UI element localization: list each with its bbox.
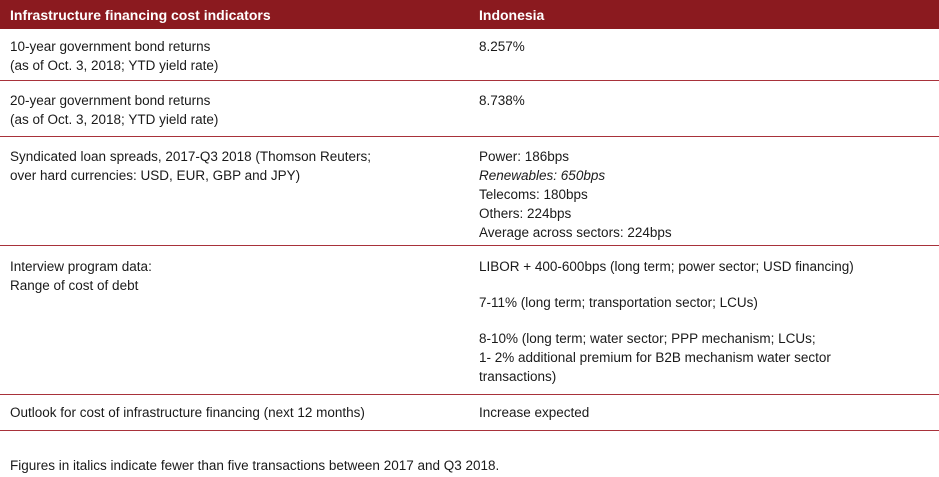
label-line: (as of Oct. 3, 2018; YTD yield rate) [10, 58, 219, 73]
row-label [10, 257, 450, 295]
table-row [0, 138, 939, 246]
label-line: 10-year government bond returns [10, 39, 211, 54]
row-value [479, 257, 929, 386]
row-label [10, 147, 450, 185]
value-line: 8.738% [479, 93, 525, 108]
footnote: Figures in italics indicate fewer than five transactions between 2017 and Q3 2018. [10, 458, 500, 473]
label-line: (as of Oct. 3, 2018; YTD yield rate) [10, 112, 219, 127]
value-line: LIBOR + 400-600bps (long term; power sector; USD financing) [479, 259, 854, 274]
row-label [10, 91, 450, 129]
value-line: Power: 186bps [479, 149, 570, 164]
label-line: Range of cost of debt [10, 278, 139, 293]
value-line: Telecoms: 180bps [479, 187, 588, 202]
label-line: over hard currencies: USD, EUR, GBP and JPY) [10, 168, 301, 183]
value-line: 8-10% (long term; water sector; PPP mechanism; LCUs; [479, 331, 816, 346]
row-value [479, 147, 929, 242]
value-line: Increase expected [479, 405, 590, 420]
table-row [0, 396, 939, 431]
label-line: Outlook for cost of infrastructure financing (next 12 months) [10, 405, 365, 420]
table-row [0, 82, 939, 137]
header-indicators: Infrastructure financing cost indicators [10, 7, 271, 23]
row-label [10, 403, 450, 422]
value-line: 7-11% (long term; transportation sector; LCUs) [479, 295, 758, 310]
value-line: Others: 224bps [479, 206, 572, 221]
table-header [0, 0, 939, 29]
row-label [10, 37, 450, 75]
value-line: Average across sectors: 224bps [479, 225, 672, 240]
label-line: Interview program data: [10, 259, 152, 274]
table-row [0, 29, 939, 81]
row-value [479, 403, 929, 422]
table-row [0, 247, 939, 395]
row-value [479, 37, 929, 56]
value-line-italic: Renewables: 650bps [479, 168, 606, 183]
value-line: 1- 2% additional premium for B2B mechanism water sector [479, 350, 831, 365]
value-line: transactions) [479, 369, 557, 384]
label-line: Syndicated loan spreads, 2017-Q3 2018 (Thomson Reuters; [10, 149, 371, 164]
value-line: 8.257% [479, 39, 525, 54]
label-line: 20-year government bond returns [10, 93, 211, 108]
header-country: Indonesia [479, 7, 545, 23]
row-value [479, 91, 929, 110]
